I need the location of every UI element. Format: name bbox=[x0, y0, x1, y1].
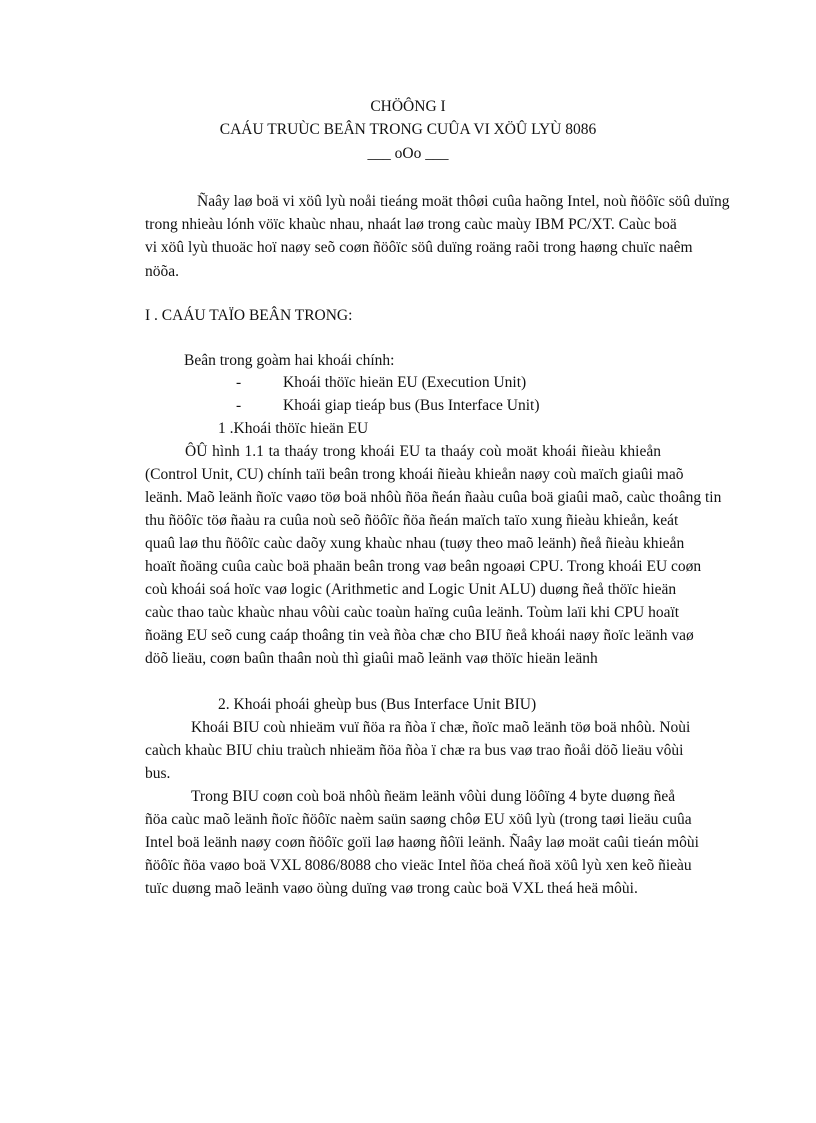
sub1-line: caùc thao taùc khaùc nhau vôùi caùc toaùn haïng cuûa leänh. Toùm laïi khi CPU hoaït bbox=[145, 604, 680, 621]
intro-line-4: nöõa. bbox=[145, 263, 180, 280]
sub1-line: quaû laø thu ñöôïc caùc daõy xung khaùc nhau (tuøy theo maõ leänh) ñeå ñieàu khieån bbox=[145, 535, 685, 552]
subsection-1-heading: 1 .Khoái thöïc hieän EU bbox=[218, 420, 369, 437]
list-dash: - bbox=[236, 374, 242, 391]
sub2-para1-line: Khoái BIU coù nhieäm vuï ñöa ra ñòa ï chæ, ñoïc maõ leänh töø boä nhôù. Noùi bbox=[191, 719, 691, 736]
sub2-para1-line: caùch khaùc BIU chiu traùch nhieäm ñöa ñòa ï chæ ra bus vaø trao ñoåi döõ lieäu vôùi bbox=[145, 742, 684, 759]
intro-line-1: Ñaây laø boä vi xöû lyù noåi tieáng moät thôøi cuûa haõng Intel, noù ñöôïc söû duïng bbox=[197, 193, 730, 210]
page-title: CAÁU TRUÙC BEÂN TRONG CUÛA VI XÖÛ LYÙ 8086 bbox=[219, 121, 597, 138]
sub1-line: thu ñöôïc töø ñaàu ra cuûa noù seõ ñöôïc ñöa ñeán maïch taïo xung ñieàu khieån, keát bbox=[145, 512, 679, 529]
sub2-para1-line: bus. bbox=[145, 765, 171, 782]
sub2-para2-line: ñöa caùc maõ leänh ñoïc ñöôïc naèm saün saøng chôø EU xöû lyù (trong taøi lieäu cuûa bbox=[145, 811, 692, 828]
sub1-line: coù khoái soá hoïc vaø logic (Arithmetic and Logic Unit ALU) duøng ñeå thöïc hieän bbox=[145, 581, 677, 598]
sub1-line: hoaït ñoäng cuûa caùc boä phaän beân trong vaø beân ngoaøi CPU. Trong khoái EU coøn bbox=[145, 558, 702, 575]
list-item: Khoái thöïc hieän EU (Execution Unit) bbox=[283, 374, 527, 391]
intro-line-2: trong nhieàu lónh vöïc khaùc nhau, nhaát laø trong caùc maùy IBM PC/XT. Caùc boä bbox=[145, 216, 677, 233]
sub1-line: ñoäng EU seõ cung caáp thoâng tin veà ñòa chæ cho BIU ñeå khoái naøy ñoïc leänh vaø bbox=[145, 627, 694, 644]
sub2-para2-line: tuïc duøng maõ leänh vaøo öùng duïng vaø trong caùc boä VXL theá heä môùi. bbox=[145, 880, 638, 897]
list-dash: - bbox=[236, 397, 242, 414]
title-divider: ___ oOo ___ bbox=[367, 145, 449, 162]
section-heading: I . CAÁU TAÏO BEÂN TRONG: bbox=[145, 307, 353, 324]
sub1-line: (Control Unit, CU) chính taïi beân trong khoái ñieàu khieån naøy coù maïch giaûi maõ bbox=[145, 466, 684, 483]
list-item: Khoái giap tieáp bus (Bus Interface Unit) bbox=[283, 397, 540, 414]
intro-line-3: vi xöû lyù thuoäc hoï naøy seõ coøn ñöôïc söû duïng roäng raõi trong haøng chuïc naêm bbox=[145, 239, 693, 256]
sub1-line: döõ lieäu, coøn baûn thaân noù thì giaûi maõ leänh vaø thöïc hieän leänh bbox=[145, 650, 598, 667]
sub1-line: ÔÛ hình 1.1 ta thaáy trong khoái EU ta thaáy coù moät khoái ñieàu khieån bbox=[185, 443, 661, 460]
sub2-para2-line: Intel boä leänh naøy coøn ñöôïc goïi laø haøng ñôïi leänh. Ñaây laø moät caûi tieán môùi bbox=[145, 834, 699, 851]
sub1-line: leänh. Maõ leänh ñoïc vaøo töø boä nhôù ñöa ñeán ñaàu cuûa boä giaûi maõ, caùc thoâng tin bbox=[145, 489, 722, 506]
sub2-para2-line: Trong BIU coøn coù boä nhôù ñeäm leänh vôùi dung löôïng 4 byte duøng ñeå bbox=[191, 788, 676, 805]
subsection-2-heading: 2. Khoái phoái gheùp bus (Bus Interface Unit BIU) bbox=[218, 696, 537, 713]
chapter-label: CHÖÔNG I bbox=[370, 98, 446, 115]
section-lead: Beân trong goàm hai khoái chính: bbox=[184, 352, 395, 369]
sub2-para2-line: ñöôïc ñöa vaøo boä VXL 8086/8088 cho vieäc Intel ñöa cheá ñoä xöû lyù xen keõ ñieàu bbox=[145, 857, 692, 874]
